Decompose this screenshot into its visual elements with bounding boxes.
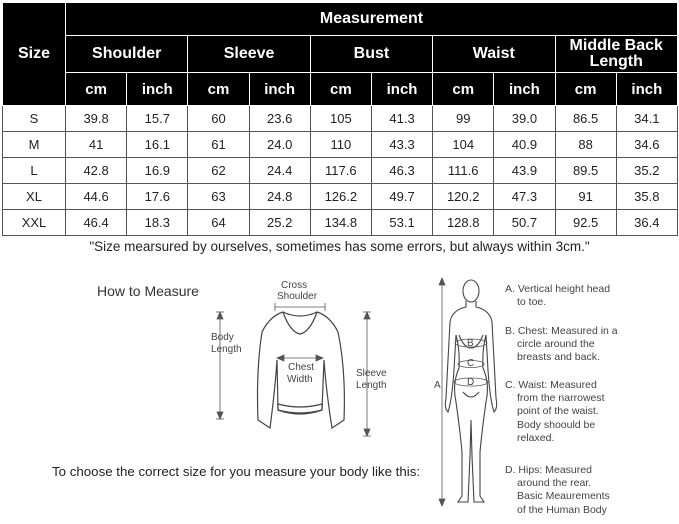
table-cell: 36.4 [616, 210, 677, 236]
table-cell: 43.3 [371, 132, 432, 158]
table-cell: 128.8 [433, 210, 494, 236]
table-cell: 44.6 [66, 184, 127, 210]
table-cell: 86.5 [555, 106, 616, 132]
measurement-header: Measurement [66, 3, 678, 36]
table-cell: 35.8 [616, 184, 677, 210]
column-group-header: Bust [310, 36, 432, 73]
table-cell: 53.1 [371, 210, 432, 236]
unit-header: inch [494, 73, 555, 106]
cross-shoulder-label-1: Cross [281, 280, 308, 291]
sleeve-length-label-1: Sleeve [356, 368, 387, 379]
table-cell: 35.2 [616, 158, 677, 184]
description-d [505, 464, 610, 517]
description-b-line-1: B. Chest: Measured in a [505, 325, 618, 337]
size-cell: XL [3, 184, 66, 210]
table-cell: 24.4 [249, 158, 310, 184]
figure-label-a: A [434, 380, 441, 391]
table-cell: 34.1 [616, 106, 677, 132]
description-a-line-2: to toe. [517, 296, 547, 309]
table-cell: 18.3 [127, 210, 188, 236]
description-b [505, 325, 618, 365]
table-cell: 89.5 [555, 158, 616, 184]
table-cell: 126.2 [310, 184, 371, 210]
unit-header: inch [249, 73, 310, 106]
figure-label-d: D [467, 377, 475, 388]
description-b-line-3: breasts and back. [517, 351, 600, 364]
table-cell: 62 [188, 158, 249, 184]
chest-width-label-2: Width [287, 374, 313, 385]
human-figure-illustration [445, 280, 496, 502]
unit-header: inch [371, 73, 432, 106]
table-cell: 49.7 [371, 184, 432, 210]
table-cell: 16.9 [127, 158, 188, 184]
table-cell: 63 [188, 184, 249, 210]
table-cell: 15.7 [127, 106, 188, 132]
unit-header: cm [188, 73, 249, 106]
table-cell: 47.3 [494, 184, 555, 210]
table-cell: 91 [555, 184, 616, 210]
size-cell: XXL [3, 210, 66, 236]
table-cell: 16.1 [127, 132, 188, 158]
table-cell: 23.6 [249, 106, 310, 132]
table-cell: 46.3 [371, 158, 432, 184]
table-cell: 40.9 [494, 132, 555, 158]
unit-header: cm [66, 73, 127, 106]
description-b-line-2: circle around the [517, 338, 595, 351]
table-cell: 43.9 [494, 158, 555, 184]
table-cell: 46.4 [66, 210, 127, 236]
description-c-line-3: point of the waist. [517, 405, 599, 418]
description-d-line-4: of the Human Body [517, 503, 607, 516]
cross-shoulder-label-2: Shoulder [277, 291, 318, 302]
table-cell: 111.6 [433, 158, 494, 184]
body-length-label-2: Length [211, 344, 242, 355]
table-cell: 92.5 [555, 210, 616, 236]
size-cell: L [3, 158, 66, 184]
table-cell: 42.8 [66, 158, 127, 184]
table-cell: 24.8 [249, 184, 310, 210]
description-d-line-2: around the rear. [517, 477, 592, 490]
table-cell: 61 [188, 132, 249, 158]
unit-header: cm [555, 73, 616, 106]
size-cell: M [3, 132, 66, 158]
how-to-measure-title: How to Measure [97, 283, 199, 299]
table-cell: 99 [433, 106, 494, 132]
table-cell: 104 [433, 132, 494, 158]
description-c-line-4: Body shoould be [517, 418, 596, 431]
description-a [505, 283, 610, 309]
table-cell: 64 [188, 210, 249, 236]
table-cell: 50.7 [494, 210, 555, 236]
table-cell: 134.8 [310, 210, 371, 236]
description-c-line-5: relaxed. [517, 431, 555, 444]
table-cell: 17.6 [127, 184, 188, 210]
table-cell: 41.3 [371, 106, 432, 132]
description-c-line-1: C. Waist: Measured [505, 379, 597, 391]
column-group-header: Shoulder [66, 36, 188, 73]
column-group-header: Waist [433, 36, 555, 73]
table-cell: 105 [310, 106, 371, 132]
table-cell: 88 [555, 132, 616, 158]
description-c-line-2: from the narrowest [517, 392, 605, 405]
figure-label-b: B [467, 338, 474, 349]
size-cell: S [3, 106, 66, 132]
table-cell: 110 [310, 132, 371, 158]
table-cell: 34.6 [616, 132, 677, 158]
sleeve-length-label-2: Length [356, 380, 387, 391]
table-cell: 120.2 [433, 184, 494, 210]
table-cell: 25.2 [249, 210, 310, 236]
table-cell: 41 [66, 132, 127, 158]
unit-header: cm [433, 73, 494, 106]
table-cell: 117.6 [310, 158, 371, 184]
table-cell: 39.0 [494, 106, 555, 132]
size-header: Size [3, 3, 66, 106]
description-a-line-1: A. Vertical height head [505, 283, 611, 295]
figure-label-c: C [467, 358, 475, 369]
unit-header: inch [616, 73, 677, 106]
description-d-line-3: Basic Meaurements [517, 490, 610, 503]
table-cell: 24.0 [249, 132, 310, 158]
description-d-line-1: D. Hips: Measured [505, 464, 592, 476]
body-length-label-1: Body [211, 332, 234, 343]
measurement-note: "Size mearsured by ourselves, sometimes has some errors, but always within 3cm." [89, 239, 590, 254]
column-group-header: Sleeve [188, 36, 310, 73]
column-group-header: Middle Back Length [555, 36, 677, 73]
table-cell: 60 [188, 106, 249, 132]
table-cell: 39.8 [66, 106, 127, 132]
description-c [505, 379, 605, 445]
choose-size-instruction: To choose the correct size for you measure your body like this: [52, 464, 421, 479]
unit-header: cm [310, 73, 371, 106]
chest-width-label-1: Chest [288, 362, 315, 373]
unit-header: inch [127, 73, 188, 106]
